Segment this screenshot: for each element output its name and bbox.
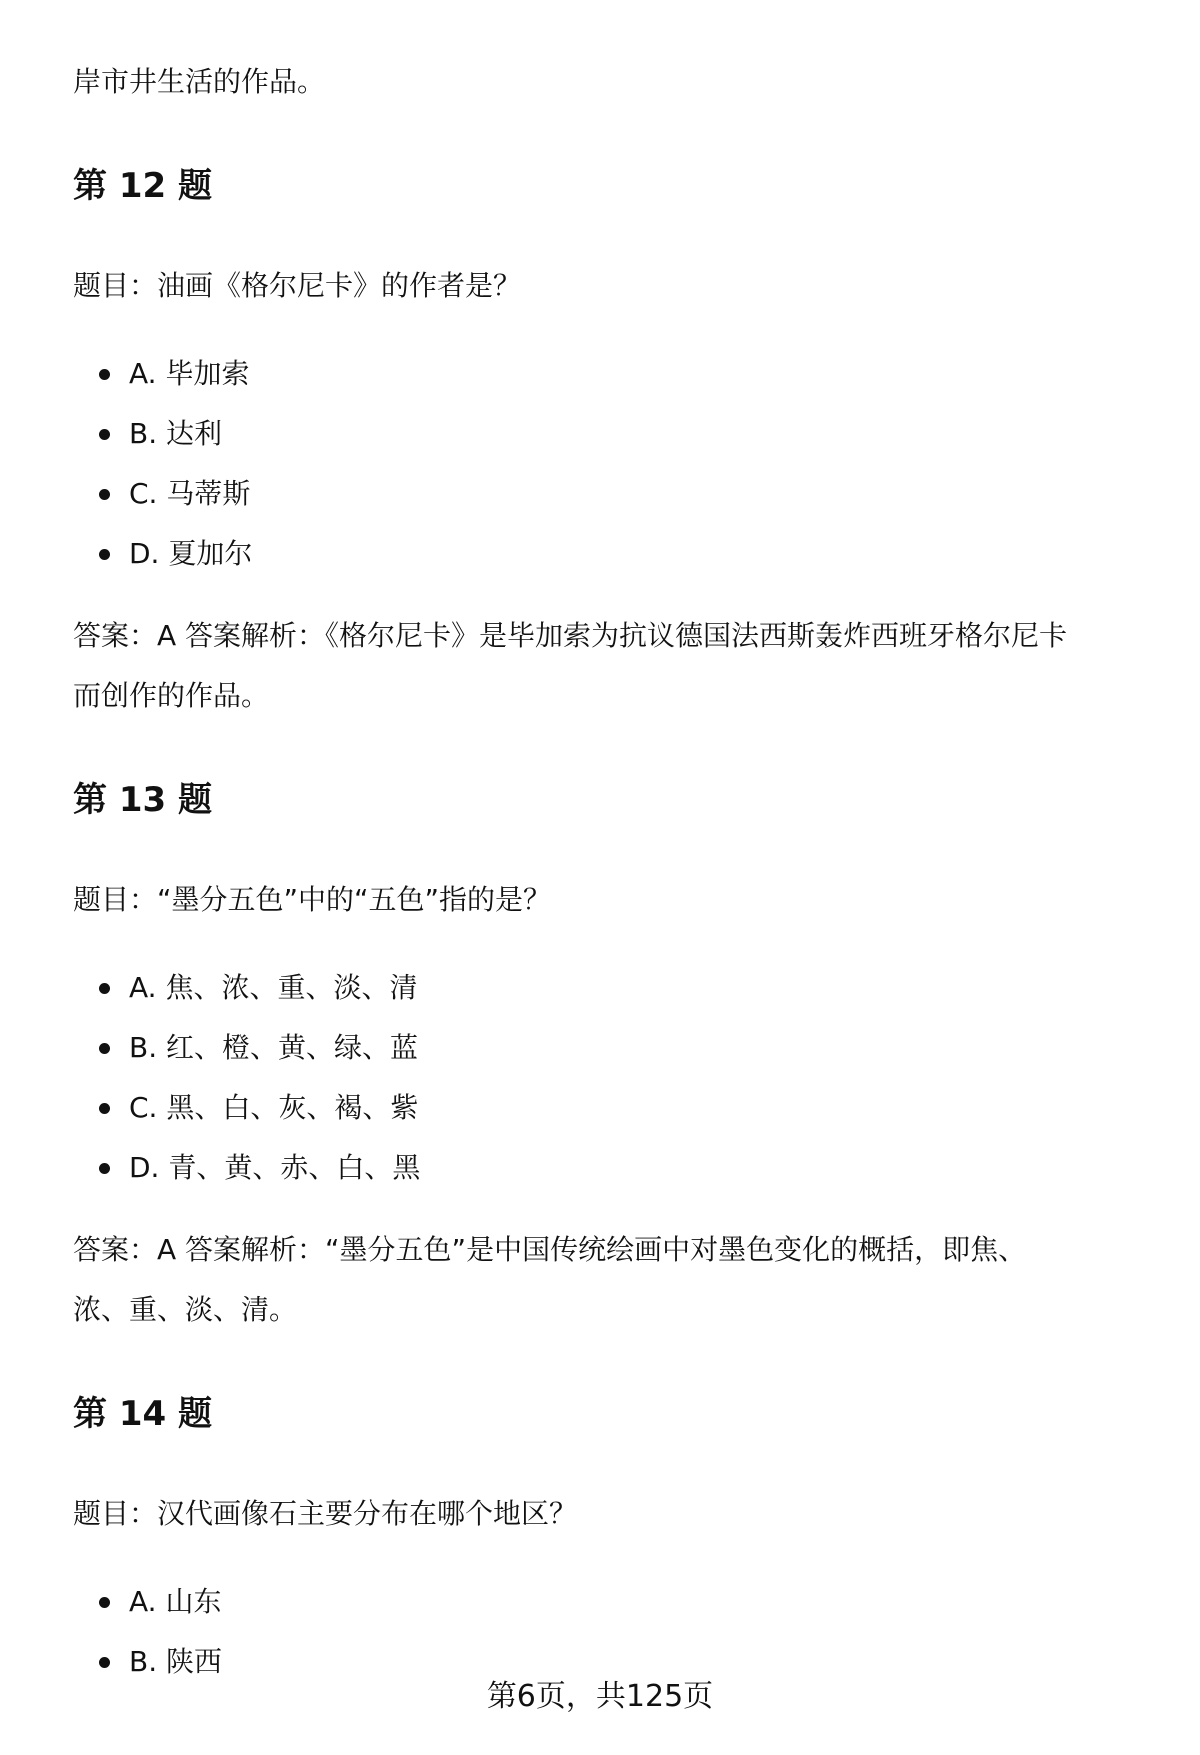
bullet-icon	[99, 1043, 110, 1054]
question-12-options	[73, 344, 1153, 584]
question-12-heading: 第 12 题	[73, 166, 212, 206]
option-item	[73, 1018, 1153, 1078]
answer-line: 浓、重、淡、清。	[73, 1293, 298, 1326]
option-text: B. 达利	[129, 417, 223, 450]
answer-line: 答案：A 答案解析：《格尔尼卡》是毕加索为抗议德国法西斯轰炸西班牙格尔尼卡	[73, 619, 1068, 652]
question-14-prompt: 题目：汉代画像石主要分布在哪个地区？	[73, 1497, 578, 1530]
option-text: C. 马蒂斯	[129, 477, 251, 510]
answer-line: 而创作的作品。	[73, 679, 270, 712]
option-text: A. 山东	[129, 1585, 222, 1618]
option-item	[73, 1138, 1153, 1198]
bullet-icon	[99, 489, 110, 500]
option-item	[73, 464, 1153, 524]
option-item	[73, 1078, 1153, 1138]
bullet-icon	[99, 1103, 110, 1114]
option-item	[73, 524, 1153, 584]
option-item	[73, 1572, 1153, 1632]
question-12-section	[73, 162, 1153, 726]
option-text: A. 毕加索	[129, 357, 250, 390]
option-item	[73, 958, 1153, 1018]
question-14-section	[73, 1390, 1153, 1692]
bullet-icon	[99, 1163, 110, 1174]
intro-tail-text: 岸市井生活的作品。	[73, 65, 326, 98]
option-item	[73, 404, 1153, 464]
bullet-icon	[99, 429, 110, 440]
bullet-icon	[99, 1657, 110, 1668]
bullet-icon	[99, 369, 110, 380]
option-text: A. 焦、浓、重、淡、清	[129, 971, 418, 1004]
option-text: C. 黑、白、灰、褐、紫	[129, 1091, 419, 1124]
bullet-icon	[99, 1597, 110, 1608]
document-page	[73, 0, 1153, 1692]
question-12-answer	[73, 606, 1153, 726]
question-13-prompt: 题目：“墨分五色”中的“五色”指的是？	[73, 883, 552, 916]
question-12-prompt: 题目：油画《格尔尼卡》的作者是？	[73, 269, 522, 302]
option-text: B. 陕西	[129, 1645, 223, 1678]
page-footer: 第6页，共125页	[486, 1679, 714, 1714]
question-13-options	[73, 958, 1153, 1198]
answer-line: 答案：A 答案解析：“墨分五色”是中国传统绘画中对墨色变化的概括，即焦、	[73, 1233, 1027, 1266]
question-13-heading: 第 13 题	[73, 780, 212, 820]
question-14-heading: 第 14 题	[73, 1394, 212, 1434]
question-13-section	[73, 776, 1153, 1340]
option-text: D. 青、黄、赤、白、黑	[129, 1151, 421, 1184]
option-text: D. 夏加尔	[129, 537, 253, 570]
bullet-icon	[99, 549, 110, 560]
option-item	[73, 344, 1153, 404]
question-13-answer	[73, 1220, 1153, 1340]
option-text: B. 红、橙、黄、绿、蓝	[129, 1031, 419, 1064]
bullet-icon	[99, 983, 110, 994]
